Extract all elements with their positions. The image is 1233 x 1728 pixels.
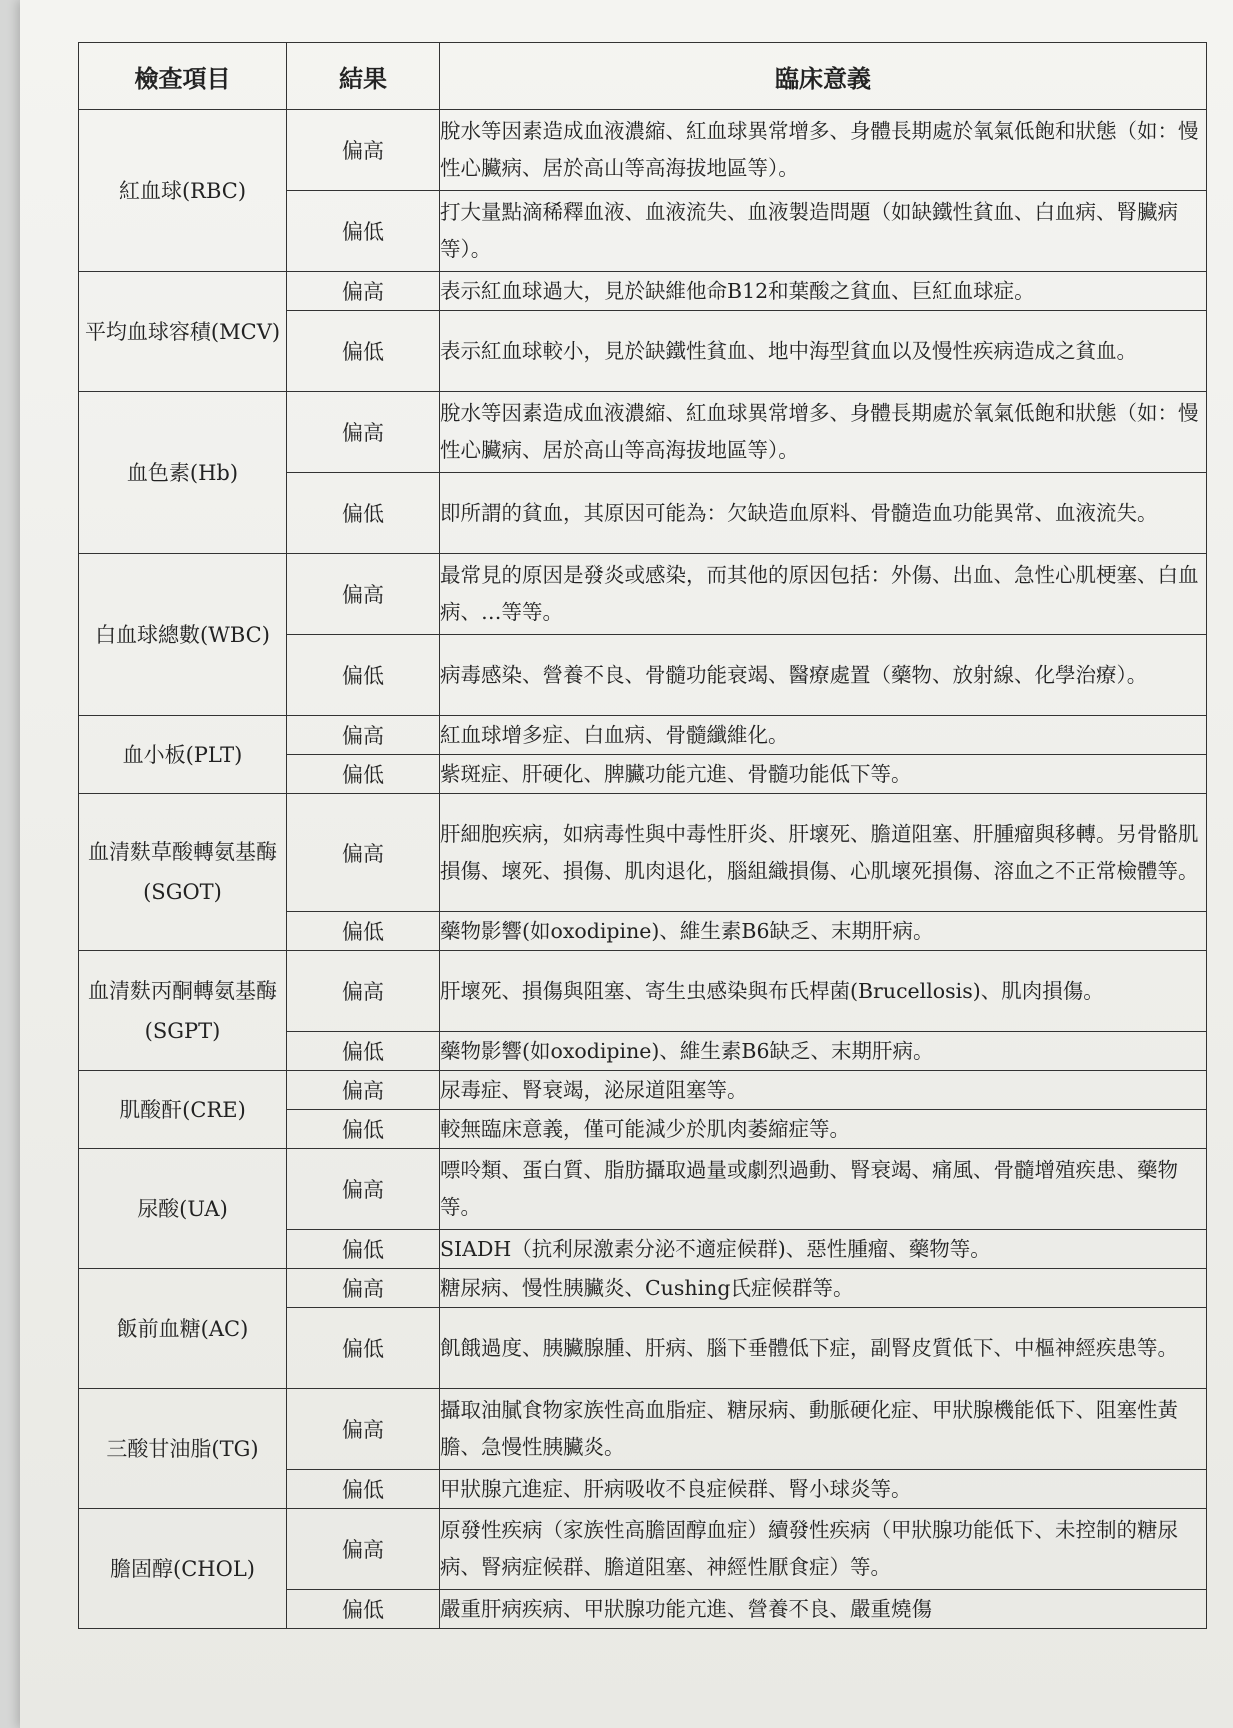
meaning-text: 病毒感染、營養不良、骨髓功能衰竭、醫療處置（藥物、放射線、化學治療）。	[440, 635, 1207, 716]
meaning-text: 藥物影響(如oxodipine)、維生素B6缺乏、末期肝病。	[440, 1032, 1207, 1071]
result-low: 偏低	[287, 1032, 440, 1071]
table-row	[79, 716, 1207, 755]
meaning-text: SIADH（抗利尿激素分泌不適症候群)、惡性腫瘤、藥物等。	[440, 1230, 1207, 1269]
meaning-text: 嚴重肝病疾病、甲狀腺功能亢進、營養不良、嚴重燒傷	[440, 1590, 1207, 1629]
result-high: 偏高	[287, 1269, 440, 1308]
result-high: 偏高	[287, 1071, 440, 1110]
table-row	[79, 392, 1207, 473]
result-high: 偏高	[287, 794, 440, 912]
result-low: 偏低	[287, 635, 440, 716]
result-high: 偏高	[287, 554, 440, 635]
meaning-text: 表示紅血球過大，見於缺維他命B12和葉酸之貧血、巨紅血球症。	[440, 272, 1207, 311]
table-row	[79, 1071, 1207, 1110]
test-item-sgot: 血清麩草酸轉氨基酶(SGOT)	[79, 794, 287, 951]
meaning-text: 紫斑症、肝硬化、脾臟功能亢進、骨髓功能低下等。	[440, 755, 1207, 794]
meaning-text: 嘌呤類、蛋白質、脂肪攝取過量或劇烈過動、腎衰竭、痛風、骨髓增殖疾患、藥物等。	[440, 1149, 1207, 1230]
test-item-wbc: 白血球總數(WBC)	[79, 554, 287, 716]
result-low: 偏低	[287, 1110, 440, 1149]
table-row	[79, 1389, 1207, 1470]
result-high: 偏高	[287, 1509, 440, 1590]
table-row	[79, 110, 1207, 191]
meaning-text: 脫水等因素造成血液濃縮、紅血球異常增多、身體長期處於氧氣低飽和狀態（如：慢性心臟病、居於高山等高海拔地區等）。	[440, 392, 1207, 473]
table-row	[79, 951, 1207, 1032]
meaning-text: 尿毒症、腎衰竭，泌尿道阻塞等。	[440, 1071, 1207, 1110]
meaning-text: 最常見的原因是發炎或感染，而其他的原因包括：外傷、出血、急性心肌梗塞、白血病、…等等。	[440, 554, 1207, 635]
test-item-rbc: 紅血球(RBC)	[79, 110, 287, 272]
result-low: 偏低	[287, 1470, 440, 1509]
header-meaning: 臨床意義	[440, 43, 1207, 110]
result-low: 偏低	[287, 755, 440, 794]
table-row	[79, 794, 1207, 912]
test-item-cre: 肌酸酐(CRE)	[79, 1071, 287, 1149]
table-header-row	[79, 43, 1207, 110]
result-low: 偏低	[287, 311, 440, 392]
result-low: 偏低	[287, 191, 440, 272]
result-low: 偏低	[287, 1590, 440, 1629]
table-row	[79, 554, 1207, 635]
table-row	[79, 1509, 1207, 1590]
meaning-text: 藥物影響(如oxodipine)、維生素B6缺乏、末期肝病。	[440, 912, 1207, 951]
result-low: 偏低	[287, 912, 440, 951]
test-item-chol: 膽固醇(CHOL)	[79, 1509, 287, 1629]
meaning-text: 較無臨床意義，僅可能減少於肌肉萎縮症等。	[440, 1110, 1207, 1149]
header-result: 結果	[287, 43, 440, 110]
meaning-text: 表示紅血球較小，見於缺鐵性貧血、地中海型貧血以及慢性疾病造成之貧血。	[440, 311, 1207, 392]
header-item: 檢查項目	[79, 43, 287, 110]
meaning-text: 打大量點滴稀釋血液、血液流失、血液製造問題（如缺鐵性貧血、白血病、腎臟病等）。	[440, 191, 1207, 272]
result-high: 偏高	[287, 716, 440, 755]
paper-sheet	[20, 0, 1233, 1728]
test-item-plt: 血小板(PLT)	[79, 716, 287, 794]
test-item-tg: 三酸甘油脂(TG)	[79, 1389, 287, 1509]
test-item-ac: 飯前血糖(AC)	[79, 1269, 287, 1389]
result-low: 偏低	[287, 473, 440, 554]
meaning-text: 肝壞死、損傷與阻塞、寄生虫感染與布氏桿菌(Brucellosis)、肌肉損傷。	[440, 951, 1207, 1032]
result-high: 偏高	[287, 272, 440, 311]
meaning-text: 肝細胞疾病，如病毒性與中毒性肝炎、肝壞死、膽道阻塞、肝腫瘤與移轉。另骨骼肌損傷、壞死、損傷、肌肉退化，腦組織損傷、心肌壞死損傷、溶血之不正常檢體等。	[440, 794, 1207, 912]
table-row	[79, 1149, 1207, 1230]
result-low: 偏低	[287, 1230, 440, 1269]
test-item-sgpt: 血清麩丙酮轉氨基酶(SGPT)	[79, 951, 287, 1071]
test-item-ua: 尿酸(UA)	[79, 1149, 287, 1269]
result-high: 偏高	[287, 1149, 440, 1230]
test-item-hb: 血色素(Hb)	[79, 392, 287, 554]
meaning-text: 即所謂的貧血，其原因可能為：欠缺造血原料、骨髓造血功能異常、血液流失。	[440, 473, 1207, 554]
meaning-text: 原發性疾病（家族性高膽固醇血症）續發性疾病（甲狀腺功能低下、未控制的糖尿病、腎病症候群、膽道阻塞、神經性厭食症）等。	[440, 1509, 1207, 1590]
meaning-text: 糖尿病、慢性胰臟炎、Cushing氏症候群等。	[440, 1269, 1207, 1308]
clinical-meaning-table	[78, 42, 1207, 1629]
meaning-text: 攝取油膩食物家族性高血脂症、糖尿病、動脈硬化症、甲狀腺機能低下、阻塞性黃膽、急慢性胰臟炎。	[440, 1389, 1207, 1470]
result-high: 偏高	[287, 110, 440, 191]
table-row	[79, 1269, 1207, 1308]
meaning-text: 脫水等因素造成血液濃縮、紅血球異常增多、身體長期處於氧氣低飽和狀態（如：慢性心臟病、居於高山等高海拔地區等）。	[440, 110, 1207, 191]
meaning-text: 紅血球增多症、白血病、骨髓纖維化。	[440, 716, 1207, 755]
table-row	[79, 272, 1207, 311]
result-high: 偏高	[287, 951, 440, 1032]
result-high: 偏高	[287, 1389, 440, 1470]
result-high: 偏高	[287, 392, 440, 473]
meaning-text: 甲狀腺亢進症、肝病吸收不良症候群、腎小球炎等。	[440, 1470, 1207, 1509]
meaning-text: 飢餓過度、胰臟腺腫、肝病、腦下垂體低下症，副腎皮質低下、中樞神經疾患等。	[440, 1308, 1207, 1389]
result-low: 偏低	[287, 1308, 440, 1389]
test-item-mcv: 平均血球容積(MCV)	[79, 272, 287, 392]
